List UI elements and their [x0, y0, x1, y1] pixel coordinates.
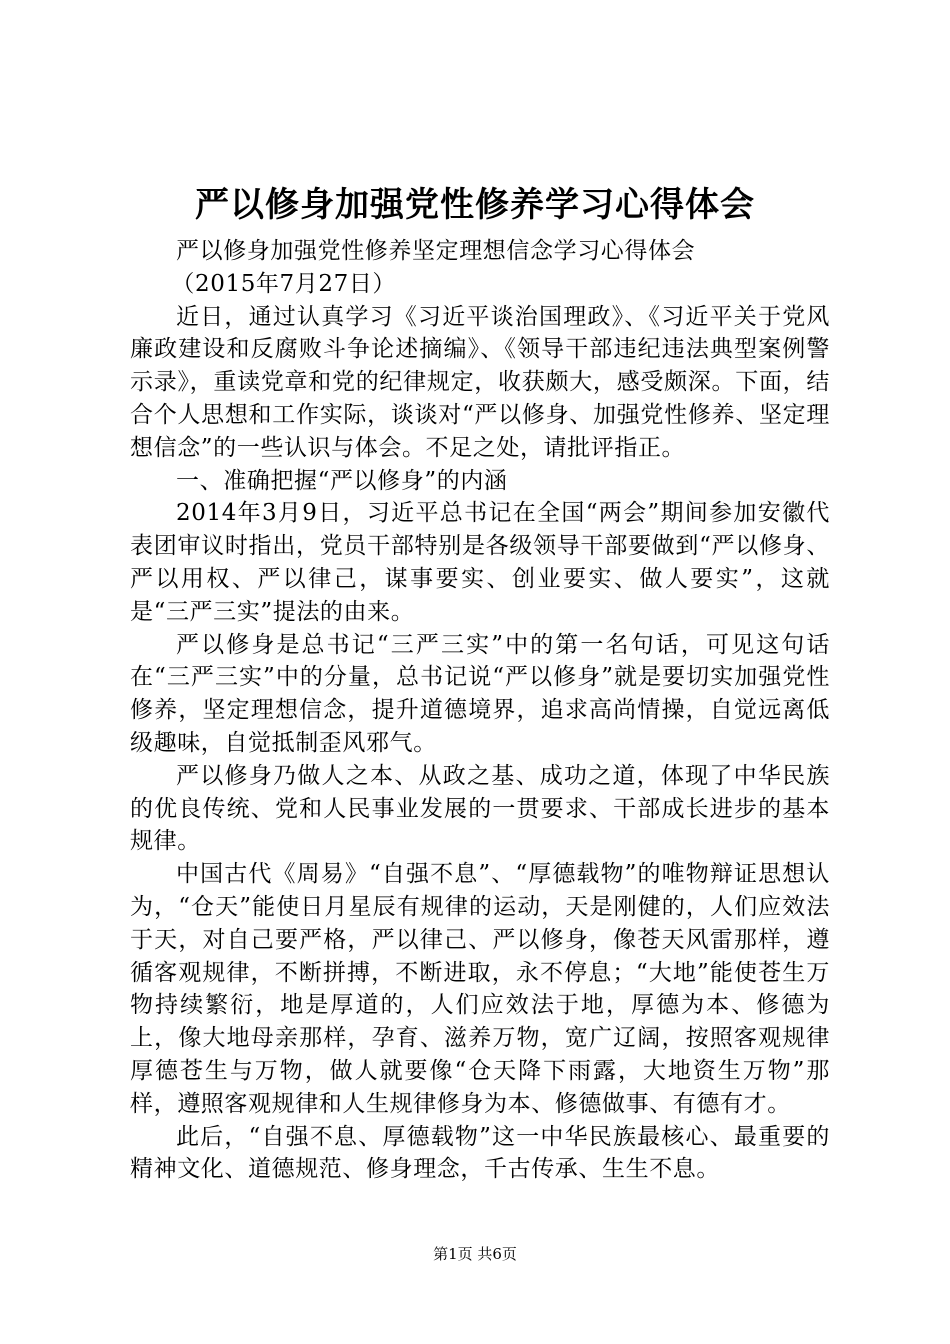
body-paragraph: 中国古代《周易》“自强不息”、“厚德载物”的唯物辩证思想认为，“仓天”能使日月星辰有规律的运动，天是刚健的，人们应效法于天，对自己要严格，严以律己、严以修身，像苍天风雷那样，遵循客观规律，不断拼搏，不断进取，永不停息；“大地”能使苍生万物持续繁衍，地是厚道的，人们应效法于地，厚德为本、修德为上，像大地母亲那样，孕育、滋养万物，宽广辽阔，按照客观规律厚德苍生与万物，做人就要像“仓天降下雨露，大地资生万物”那样，遵照客观规律和人生规律修身为本、修德做事、有德有才。: [130, 861, 830, 1117]
section-heading: 一、准确把握“严以修身”的内涵: [176, 467, 508, 494]
body-paragraph: 严以修身乃做人之本、从政之基、成功之道，体现了中华民族的优良传统、党和人民事业发展的一贯要求、干部成长进步的基本规律。: [130, 762, 830, 855]
body-paragraph: 2014年3月9日，习近平总书记在全国“两会”期间参加安徽代表团审议时指出，党员干部特别是各级领导干部要做到“严以修身、严以用权、严以律己，谋事要实、创业要实、做人要实”，这就是“三严三实”提法的由来。: [130, 500, 830, 625]
page-number-footer: 第1页 共6页: [433, 1245, 517, 1263]
subtitle-paragraph: 严以修身加强党性修养坚定理想信念学习心得体会: [176, 238, 696, 264]
document-title: 严以修身加强党性修养学习心得体会: [195, 185, 755, 225]
document-body: [130, 235, 830, 1186]
intro-paragraph: 近日，通过认真学习《习近平谈治国理政》、《习近平关于党风廉政建设和反腐败斗争论述摘编》、《领导干部违纪违法典型案例警示录》，重读党章和党的纪律规定，收获颇大，感受颇深。下面，结合个人思想和工作实际，谈谈对“严以修身、加强党性修养、坚定理想信念”的一些认识与体会。不足之处，请批评指正。: [130, 303, 830, 461]
body-paragraph: 严以修身是总书记“三严三实”中的第一名句话，可见这句话在“三严三实”中的分量，总书记说“严以修身”就是要切实加强党性修养，坚定理想信念，提升道德境界，追求高尚情操，自觉远离低级趣味，自觉抵制歪风邪气。: [130, 631, 830, 756]
body-paragraph: 此后，“自强不息、厚德载物”这一中华民族最核心、最重要的精神文化、道德规范、修身理念，千古传承、生生不息。: [130, 1123, 830, 1183]
date-paragraph: （2015年7月27日）: [171, 270, 397, 297]
